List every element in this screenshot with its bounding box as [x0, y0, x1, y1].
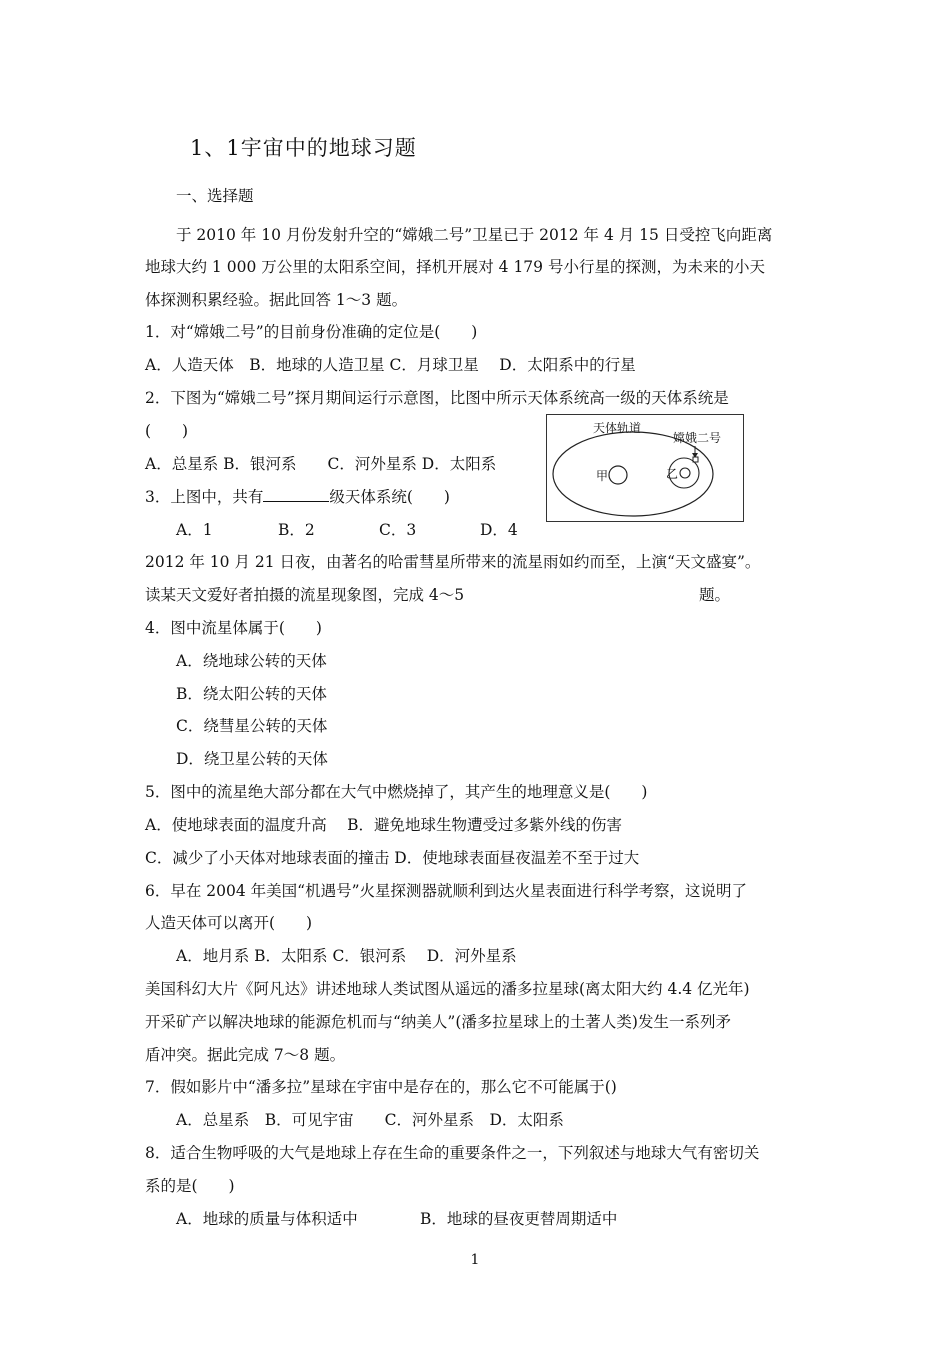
q3-option-d: D．4 — [480, 521, 518, 539]
answer-blank — [263, 487, 329, 502]
q4-option-d: D．绕卫星公转的天体 — [176, 750, 328, 768]
intro2-line2b: 题。 — [699, 586, 731, 604]
q1-options: A．人造天体 B．地球的人造卫星 C．月球卫星 D．太阳系中的行星 — [145, 356, 636, 374]
intro3-line2: 开采矿产以解决地球的能源危机而与“纳美人”(潘多拉星球上的土著人类)发生一系列矛 — [145, 1013, 731, 1031]
q8-option-a: A．地球的质量与体积适中 — [176, 1210, 358, 1228]
intro1-line1: 于 2010 年 10 月份发射升空的“嫦娥二号”卫星已于 2012 年 4 月 15 日受控飞向距离 — [176, 226, 773, 244]
q3-stem-pre: 3．上图中，共有 — [145, 488, 264, 506]
q4-stem: 4．图中流星体属于( ) — [145, 619, 322, 637]
q3-option-c: C．3 — [379, 521, 417, 539]
q6-options: A．地月系 B．太阳系 C．银河系 D．河外星系 — [176, 947, 517, 965]
intro2-line1: 2012 年 10 月 21 日夜，由著名的哈雷彗星所带来的流星雨如约而至，上演“天文盛宴”。 — [145, 553, 761, 571]
q5-stem: 5．图中的流星绝大部分都在大气中燃烧掉了，其产生的地理意义是( ) — [145, 783, 648, 801]
q4-option-b: B．绕太阳公转的天体 — [176, 685, 327, 703]
q1-stem: 1．对“嫦娥二号”的目前身份准确的定位是( ) — [145, 323, 478, 341]
page-number: 1 — [470, 1252, 480, 1268]
body-b-circle — [680, 468, 690, 478]
q6-stem-2: 人造天体可以离开( ) — [145, 914, 313, 932]
craft-label: 嫦娥二号 — [673, 431, 722, 445]
q6-stem-1: 6．早在 2004 年美国“机遇号”火星探测器就顺利到达火星表面进行科学考察，这说明了 — [145, 882, 748, 900]
body-a-circle — [609, 466, 627, 484]
q4-option-a: A．绕地球公转的天体 — [176, 652, 327, 670]
q2-paren: ( ) — [145, 422, 189, 440]
intro1-line2: 地球大约 1 000 万公里的太阳系空间，择机开展对 4 179 号小行星的探测，为未来的小天 — [145, 258, 765, 276]
q8-option-b: B．地球的昼夜更替周期适中 — [420, 1210, 618, 1228]
q2-stem: 2．下图为“嫦娥二号”探月期间运行示意图，比图中所示天体系统高一级的天体系统是 — [145, 389, 729, 407]
q3-option-b: B．2 — [278, 521, 315, 539]
q7-options: A．总星系 B．可见宇宙 C．河外星系 D．太阳系 — [176, 1111, 564, 1129]
body-a-label: 甲 — [596, 469, 609, 483]
q7-stem: 7．假如影片中“潘多拉”星球在宇宙中是存在的，那么它不可能属于() — [145, 1078, 617, 1096]
q4-option-c: C．绕彗星公转的天体 — [176, 717, 328, 735]
q3-option-a: A．1 — [176, 521, 213, 539]
q5-options-2: C．减少了小天体对地球表面的撞击 D．使地球表面昼夜温差不至于过大 — [145, 849, 640, 867]
q8-stem-2: 系的是( ) — [145, 1177, 235, 1195]
section-heading: 一、选择题 — [176, 187, 254, 205]
q3-stem-post: 级天体系统( ) — [329, 488, 450, 506]
q2-options: A．总星系 B．银河系 C．河外星系 D．太阳系 — [145, 455, 497, 473]
body-b-label: 乙 — [666, 467, 679, 481]
orbit-diagram — [546, 414, 744, 522]
intro3-line3: 盾冲突。据此完成 7～8 题。 — [145, 1046, 346, 1064]
intro2-line2a: 读某天文爱好者拍摄的流星现象图，完成 4～5 — [145, 586, 465, 604]
q5-options-1: A．使地球表面的温度升高 B．避免地球生物遭受过多紫外线的伤害 — [145, 816, 623, 834]
q3-stem — [145, 487, 450, 507]
orbit-label: 天体轨道 — [593, 421, 642, 435]
intro3-line1: 美国科幻大片《阿凡达》讲述地球人类试图从遥远的潘多拉星球(离太阳大约 4.4 亿光年) — [145, 980, 750, 998]
intro1-line3: 体探测积累经验。据此回答 1～3 题。 — [145, 291, 408, 309]
q8-stem-1: 8．适合生物呼吸的大气是地球上存在生命的重要条件之一，下列叙述与地球大气有密切关 — [145, 1144, 760, 1162]
page-title: 1、1宇宙中的地球习题 — [190, 136, 417, 160]
